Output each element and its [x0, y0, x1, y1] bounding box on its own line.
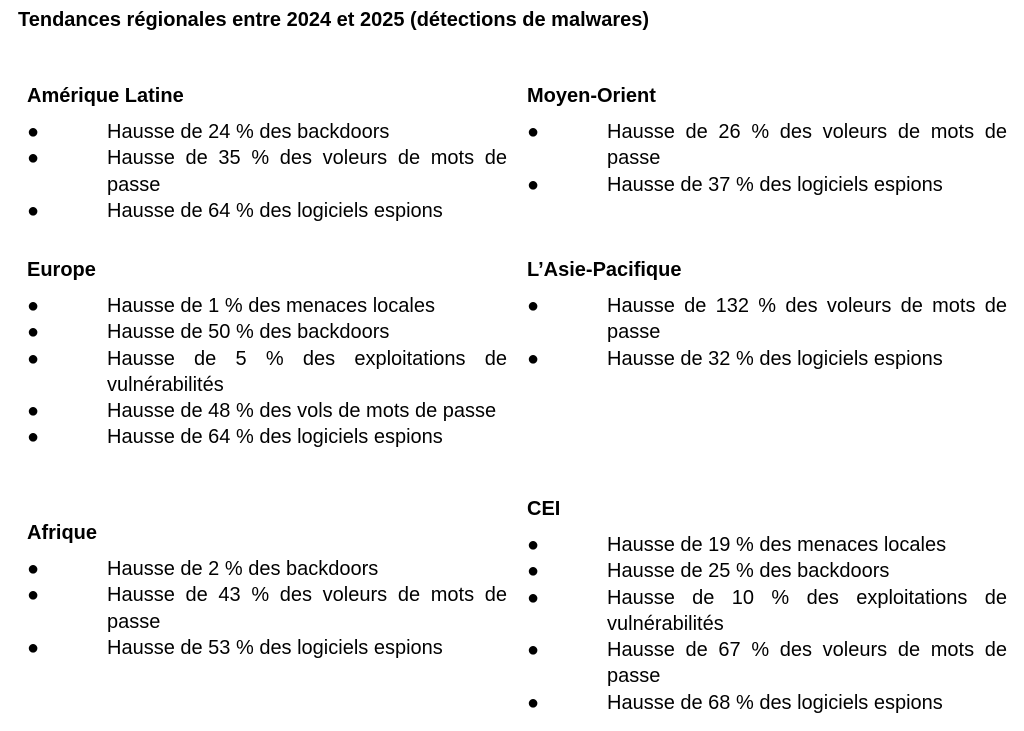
list-item-text: Hausse de 64 % des logiciels espions — [107, 199, 443, 222]
region-section-cei — [527, 496, 1007, 716]
list-item-text: Hausse de 132 % des voleurs de mots de passe — [607, 295, 1007, 344]
list-item-text: Hausse de 32 % des logiciels espions — [607, 347, 943, 370]
bullet-icon: ● — [27, 400, 40, 423]
bullet-icon: ● — [27, 584, 40, 607]
region-heading: Amérique Latine — [27, 85, 184, 107]
bullet-icon: ● — [27, 321, 40, 344]
list-item — [27, 293, 507, 319]
list-item — [527, 532, 1007, 558]
page-title: Tendances régionales entre 2024 et 2025 (détections de malwares) — [18, 9, 650, 31]
region-section-moyen-orient — [527, 83, 1007, 198]
bullet-list — [27, 119, 507, 224]
bullet-icon: ● — [527, 295, 540, 317]
list-item-text: Hausse de 43 % des voleurs de mots de passe — [107, 584, 507, 633]
list-item — [527, 293, 1007, 346]
list-item-text: Hausse de 64 % des logiciels espions — [107, 426, 443, 449]
list-item — [27, 582, 507, 635]
bullet-icon: ● — [27, 558, 40, 580]
list-item-text: Hausse de 1 % des menaces locales — [107, 295, 435, 317]
bullet-list — [527, 119, 1007, 198]
list-item-text: Hausse de 35 % des voleurs de mots de passe — [107, 147, 507, 196]
list-item-text: Hausse de 53 % des logiciels espions — [107, 636, 443, 659]
region-section-asie-pacifique — [527, 257, 1007, 372]
bullet-icon: ● — [27, 636, 40, 659]
bullet-icon: ● — [527, 121, 540, 143]
list-item-text: Hausse de 25 % des backdoors — [607, 560, 890, 583]
list-item — [27, 635, 507, 661]
list-item-text: Hausse de 67 % des voleurs de mots de passe — [607, 639, 1007, 688]
list-item-text: Hausse de 50 % des backdoors — [107, 321, 390, 344]
list-item — [27, 556, 507, 582]
bullet-list — [27, 293, 507, 451]
bullet-icon: ● — [527, 173, 540, 196]
list-item — [27, 319, 507, 345]
list-item-text: Hausse de 68 % des logiciels espions — [607, 691, 943, 714]
list-item — [527, 119, 1007, 172]
list-item-text: Hausse de 2 % des backdoors — [107, 558, 379, 580]
bullet-icon: ● — [27, 147, 40, 170]
list-item-text: Hausse de 5 % des exploitations de vulnérabilités — [107, 347, 507, 396]
bullet-icon: ● — [27, 347, 40, 370]
region-heading: Moyen-Orient — [527, 85, 656, 107]
bullet-icon: ● — [27, 295, 40, 317]
list-item-text: Hausse de 24 % des backdoors — [107, 121, 390, 143]
bullet-icon: ● — [27, 199, 40, 222]
bullet-icon: ● — [527, 534, 540, 556]
list-item-text: Hausse de 10 % des exploitations de vulnérabilités — [607, 586, 1007, 635]
bullet-icon: ● — [527, 586, 540, 609]
region-heading: Afrique — [27, 522, 97, 544]
bullet-list — [527, 532, 1007, 716]
list-item-text: Hausse de 19 % des menaces locales — [607, 534, 947, 556]
bullet-icon: ● — [27, 426, 40, 449]
list-item — [27, 346, 507, 399]
list-item — [27, 145, 507, 198]
list-item — [527, 585, 1007, 638]
bullet-icon: ● — [527, 560, 540, 583]
region-heading: Europe — [27, 259, 96, 281]
bullet-list — [527, 293, 1007, 372]
list-item — [527, 558, 1007, 584]
list-item-text: Hausse de 48 % des vols de mots de passe — [107, 400, 497, 423]
region-heading: L’Asie-Pacifique — [527, 259, 682, 281]
list-item — [27, 119, 507, 145]
list-item — [27, 198, 507, 224]
bullet-icon: ● — [527, 347, 540, 370]
region-section-afrique — [27, 520, 507, 661]
list-item — [27, 424, 507, 450]
list-item-text: Hausse de 26 % des voleurs de mots de passe — [607, 121, 1007, 170]
list-item — [27, 398, 507, 424]
list-item — [527, 172, 1007, 198]
bullet-icon: ● — [527, 691, 540, 714]
list-item — [527, 637, 1007, 690]
region-section-amerique-latine — [27, 83, 507, 224]
bullet-icon: ● — [527, 639, 540, 662]
list-item-text: Hausse de 37 % des logiciels espions — [607, 173, 943, 196]
region-heading: CEI — [527, 498, 561, 520]
list-item — [527, 346, 1007, 372]
region-section-europe — [27, 257, 507, 451]
bullet-icon: ● — [27, 121, 40, 143]
bullet-list — [27, 556, 507, 661]
list-item — [527, 690, 1007, 716]
